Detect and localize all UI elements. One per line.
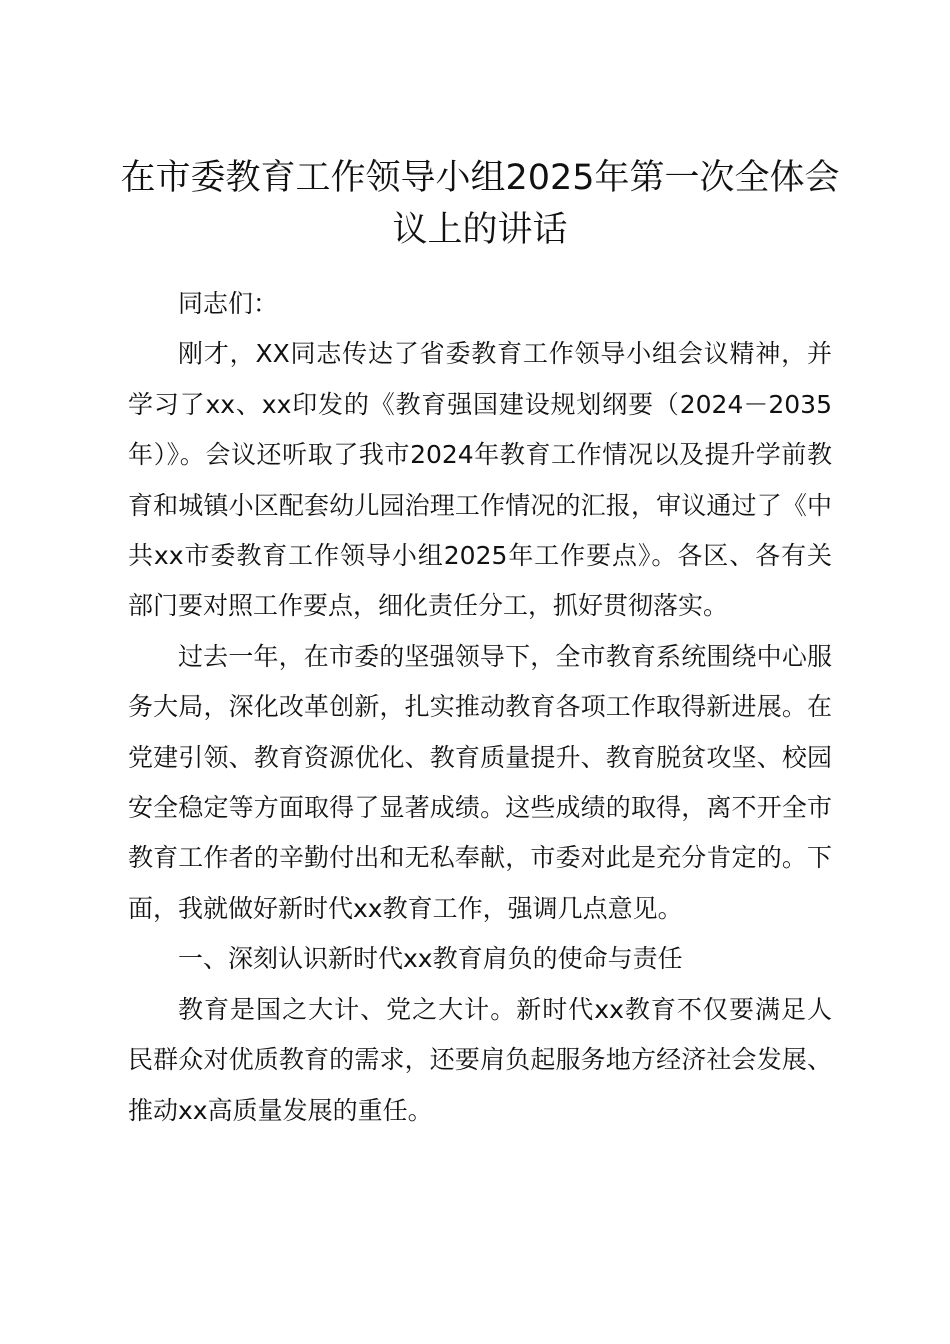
- document-title: 在市委教育工作领导小组2025年第一次全体会议上的讲话: [120, 158, 840, 250]
- paragraph-section-1: 教育是国之大计、党之大计。新时代xx教育不仅要满足人民群众对优质教育的需求，还要肩负起服务地方经济社会发展、推动xx高质量发展的重任。: [128, 994, 832, 1125]
- document-body: [128, 279, 832, 1136]
- paragraph-review: 过去一年，在市委的坚强领导下，全市教育系统围绕中心服务大局，深化改革创新，扎实推动教育各项工作取得新进展。在党建引领、教育资源优化、教育质量提升、教育脱贫攻坚、校园安全稳定等方面取得了显著成绩。这些成绩的取得，离不开全市教育工作者的辛勤付出和无私奉献，市委对此是充分肯定的。下面，我就做好新时代xx教育工作，强调几点意见。: [128, 641, 832, 923]
- salutation: 同志们：: [178, 289, 279, 318]
- section-heading-1: 一、深刻认识新时代xx教育肩负的使命与责任: [178, 944, 683, 974]
- paragraph-opening: 刚才，XX同志传达了省委教育工作领导小组会议精神，并学习了xx、xx印发的《教育强国建设规划纲要（2024－2035年）》。会议还听取了我市2024年教育工作情况以及提升学前教育和城镇小区配套幼儿园治理工作情况的汇报，审议通过了《中共xx市委教育工作领导小组2025年工作要点》。各区、各有关部门要对照工作要点，细化责任分工，抓好贯彻落实。: [128, 339, 832, 621]
